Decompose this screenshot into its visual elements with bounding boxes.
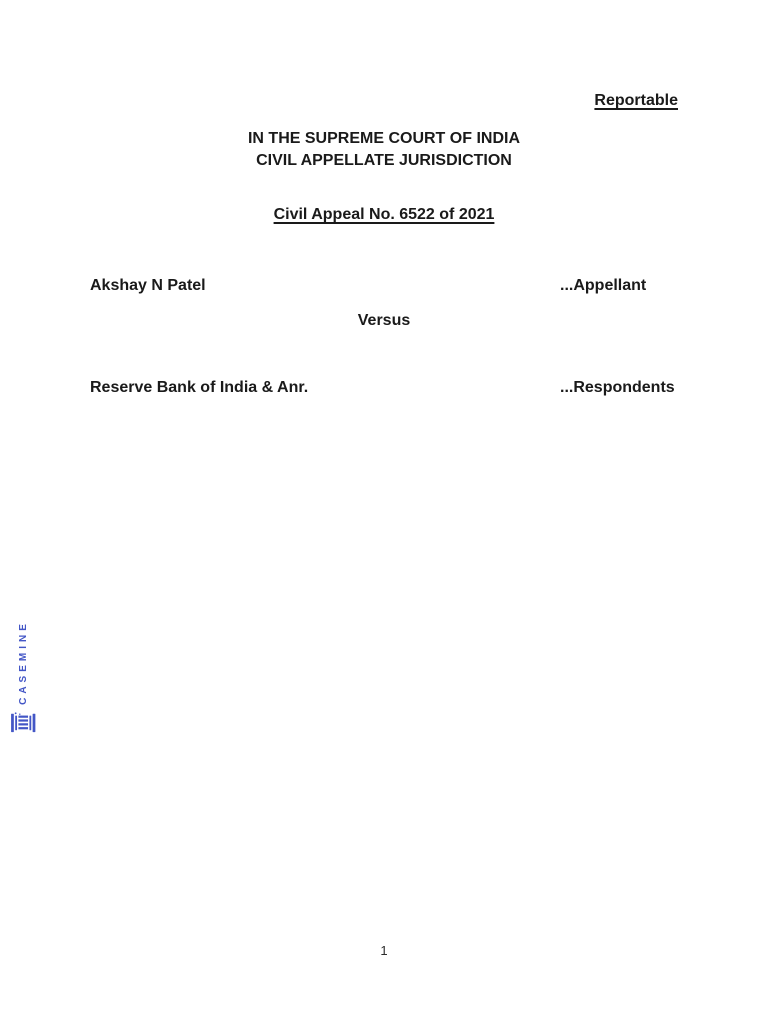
case-number: Civil Appeal No. 6522 of 2021 bbox=[273, 206, 495, 223]
respondent-row bbox=[90, 377, 678, 399]
appellant-label: ...Appellant bbox=[560, 277, 647, 294]
respondent-name: Reserve Bank of India & Anr. bbox=[90, 379, 309, 396]
appellant-name: Akshay N Patel bbox=[90, 277, 206, 294]
case-number-line bbox=[0, 204, 768, 226]
court-name: IN THE SUPREME COURT OF INDIA bbox=[247, 130, 520, 147]
casemine-watermark bbox=[10, 620, 36, 734]
casemine-pillar-icon bbox=[10, 712, 36, 734]
jurisdiction: CIVIL APPELLATE JURISDICTION bbox=[256, 152, 512, 169]
court-heading bbox=[0, 128, 768, 172]
reportable-tag bbox=[0, 90, 678, 112]
reportable-label: Reportable bbox=[594, 92, 678, 109]
appellant-row bbox=[90, 275, 678, 297]
page-number: 1 bbox=[380, 943, 388, 958]
respondent-label: ...Respondents bbox=[560, 379, 675, 396]
versus-label: Versus bbox=[357, 312, 411, 329]
casemine-watermark-text: CASEMINE bbox=[17, 620, 29, 705]
